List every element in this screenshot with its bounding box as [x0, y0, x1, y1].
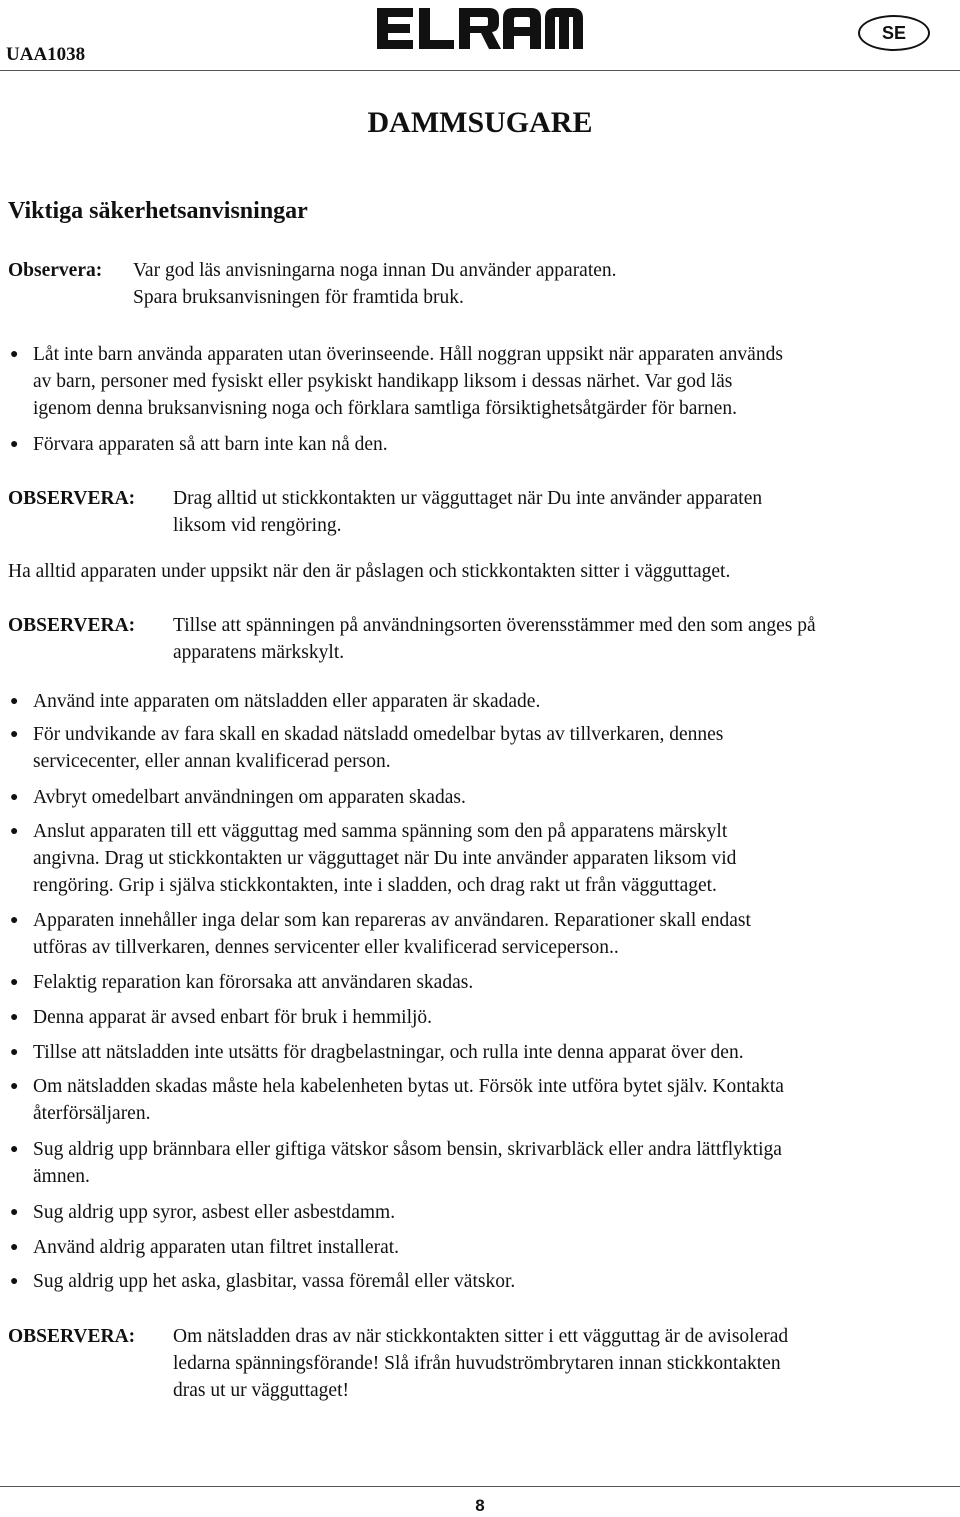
note-label: OBSERVERA:: [8, 1326, 136, 1347]
header-divider: [0, 70, 960, 71]
note-line: dras ut ur vägguttaget!: [173, 1380, 349, 1401]
bullet-icon: ●: [10, 1240, 19, 1255]
bullet-icon: ●: [10, 727, 19, 742]
plain-paragraph: Ha alltid apparaten under uppsikt när den är påslagen och stickkontakten sitter i vägguttaget.: [8, 561, 731, 582]
note-label: OBSERVERA:: [8, 488, 136, 509]
note-line: liksom vid rengöring.: [173, 515, 342, 536]
bullet-line: Sug aldrig upp het aska, glasbitar, vassa föremål eller vätskor.: [33, 1271, 516, 1292]
note-line: Drag alltid ut stickkontakten ur vägguttaget när Du inte använder apparaten: [173, 488, 763, 509]
language-badge: SE: [858, 15, 930, 51]
model-number: UAA1038: [6, 44, 86, 65]
bullet-line: Apparaten innehåller inga delar som kan repareras av användaren. Reparationer skall endast: [33, 910, 751, 931]
bullet-icon: ●: [10, 1079, 19, 1094]
bullet-line: För undvikande av fara skall en skadad nätsladd omedelbar bytas av tillverkaren, dennes: [33, 724, 724, 745]
page-number: 8: [475, 1496, 485, 1515]
bullet-line: Låt inte barn använda apparaten utan överinseende. Håll noggran uppsikt när apparaten används: [33, 344, 783, 365]
bullet-line: Använd aldrig apparaten utan filtret installerat.: [33, 1237, 400, 1258]
bullet-line: utföras av tillverkaren, dennes servicenter eller kvalificerad serviceperson..: [33, 937, 619, 958]
bullet-icon: ●: [10, 347, 19, 362]
bullet-line: Använd inte apparaten om nätsladden eller apparaten är skadade.: [33, 691, 541, 712]
bullet-icon: ●: [10, 1142, 19, 1157]
bullet-line: ämnen.: [33, 1166, 90, 1187]
bullet-line: återförsäljaren.: [33, 1103, 151, 1124]
note-line: ledarna spänningsförande! Slå ifrån huvudströmbrytaren innan stickkontakten: [173, 1353, 781, 1374]
bullet-icon: ●: [10, 437, 19, 452]
bullet-line: Felaktig reparation kan förorsaka att användaren skadas.: [33, 972, 474, 993]
bullet-icon: ●: [10, 975, 19, 990]
bullet-line: Sug aldrig upp syror, asbest eller asbestdamm.: [33, 1202, 396, 1223]
bullet-line: Tillse att nätsladden inte utsätts för dragbelastningar, och rulla inte denna apparat över den.: [33, 1042, 744, 1063]
bullet-line: Om nätsladden skadas måste hela kabelenheten bytas ut. Försök inte utföra bytet själv. Kontakta: [33, 1076, 784, 1097]
bullet-line: Anslut apparaten till ett vägguttag med samma spänning som den på apparatens märskylt: [33, 821, 728, 842]
elram-logo: [375, 2, 585, 56]
bullet-icon: ●: [10, 694, 19, 709]
note-line: Spara bruksanvisningen för framtida bruk.: [133, 287, 464, 308]
bullet-line: servicecenter, eller annan kvalificerad person.: [33, 751, 391, 772]
bullet-line: Avbryt omedelbart användningen om apparaten skadas.: [33, 787, 466, 808]
bullet-line: rengöring. Grip i själva stickkontakten, inte i sladden, och drag rakt ut från vägguttaget.: [33, 875, 717, 896]
note-line: Tillse att spänningen på användningsorten överensstämmer med den som anges på: [173, 615, 816, 636]
page-title: DAMMSUGARE: [367, 106, 593, 139]
bullet-line: angivna. Drag ut stickkontakten ur vägguttaget när Du inte använder apparaten liksom vid: [33, 848, 737, 869]
note-label: Observera:: [8, 260, 103, 281]
note-label: OBSERVERA:: [8, 615, 136, 636]
bullet-line: Förvara apparaten så att barn inte kan nå den.: [33, 434, 388, 455]
note-line: Var god läs anvisningarna noga innan Du använder apparaten.: [133, 260, 617, 281]
bullet-line: av barn, personer med fysiskt eller psykiskt handikapp liksom i dessas närhet. Var god läs: [33, 371, 733, 392]
note-line: Om nätsladden dras av när stickkontakten sitter i ett vägguttag är de avisolerad: [173, 1326, 789, 1347]
bullet-icon: ●: [10, 1010, 19, 1025]
bullet-line: igenom denna bruksanvisning noga och förklara samtliga försiktighetsåtgärder för barnen.: [33, 398, 737, 419]
footer-divider: [0, 1486, 960, 1487]
section-heading: Viktiga säkerhetsanvisningar: [8, 198, 308, 224]
bullet-icon: ●: [10, 1205, 19, 1220]
bullet-icon: ●: [10, 1274, 19, 1289]
bullet-line: Denna apparat är avsed enbart för bruk i hemmiljö.: [33, 1007, 433, 1028]
bullet-icon: ●: [10, 824, 19, 839]
note-line: apparatens märkskylt.: [173, 642, 345, 663]
bullet-icon: ●: [10, 913, 19, 928]
bullet-icon: ●: [10, 790, 19, 805]
bullet-line: Sug aldrig upp brännbara eller giftiga vätskor såsom bensin, skrivarbläck eller andra lättflyktiga: [33, 1139, 782, 1160]
bullet-icon: ●: [10, 1045, 19, 1060]
